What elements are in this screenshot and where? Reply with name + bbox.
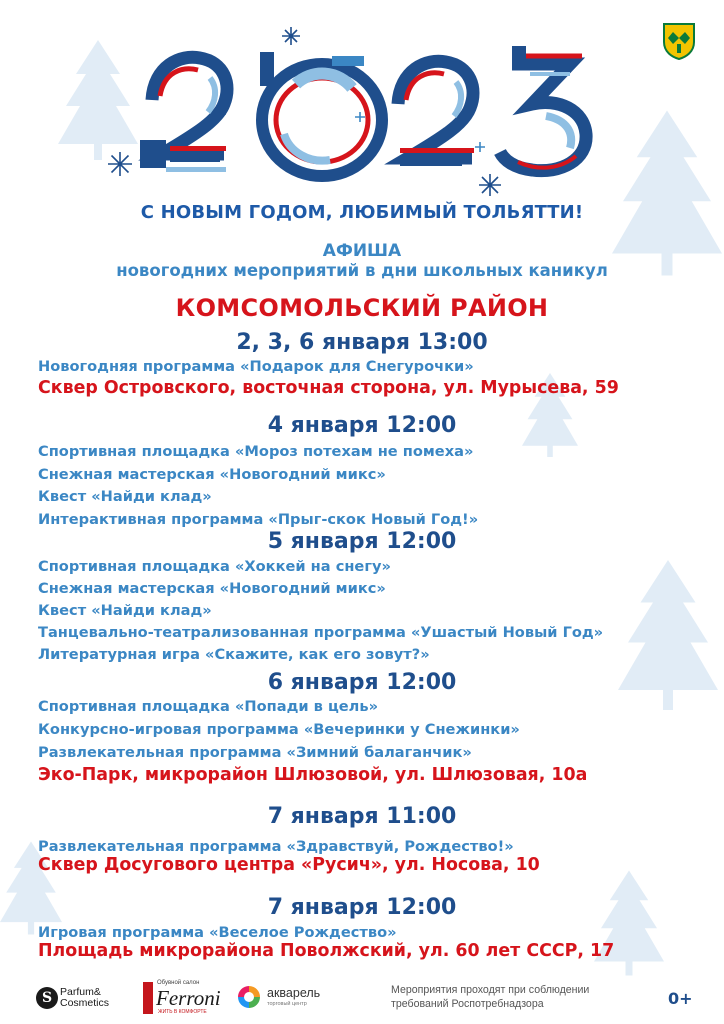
sponsor-name: Ferroni xyxy=(156,986,221,1010)
rospotrebnadzor-notice xyxy=(391,983,589,1011)
event-item: Спортивная площадка «Попади в цель» xyxy=(38,698,379,715)
year-2023-artwork xyxy=(100,22,620,197)
sponsor-tagline: Обувной салон xyxy=(157,980,200,986)
afisha-title: АФИША xyxy=(322,241,402,261)
event-item: Спортивная площадка «Мороз потехам не помеха» xyxy=(38,443,474,460)
sponsor-logo-ferroni xyxy=(143,980,221,1016)
event-item: Снежная мастерская «Новогодний микс» xyxy=(38,580,386,597)
event-item: Спортивная площадка «Хоккей на снегу» xyxy=(38,558,391,575)
parfum-logo-icon: S xyxy=(36,987,58,1009)
date-heading: 2, 3, 6 января 13:00 xyxy=(236,330,488,355)
event-location: Эко-Парк, микрорайон Шлюзовой, ул. Шлюзовая, 10а xyxy=(38,765,588,785)
city-emblem-icon xyxy=(662,22,696,60)
event-item: Квест «Найди клад» xyxy=(38,602,212,619)
notice-line: Мероприятия проходят при соблюдении xyxy=(391,984,590,996)
event-location: Площадь микрорайона Поволжский, ул. 60 лет СССР, 17 xyxy=(38,941,615,961)
date-heading: 6 января 12:00 xyxy=(267,670,457,695)
akvarel-logo-icon xyxy=(236,984,262,1010)
sponsor-name: Cosmetics xyxy=(60,997,110,1009)
district-title: КОМСОМОЛЬСКИЙ РАЙОН xyxy=(175,294,549,322)
afisha-subtitle: новогодних мероприятий в дни школьных каникул xyxy=(116,261,608,280)
date-heading: 7 января 11:00 xyxy=(267,804,457,829)
sponsor-logo-parfum xyxy=(36,984,126,1016)
event-item: Литературная игра «Скажите, как его зовут?» xyxy=(38,646,430,663)
age-rating-badge: 0+ xyxy=(668,989,693,1008)
event-item: Развлекательная программа «Здравствуй, Рождество!» xyxy=(38,838,514,855)
event-item: Танцевально-театрализованная программа «Ушастый Новый Год» xyxy=(38,624,604,641)
ferroni-mark-icon xyxy=(143,982,153,1014)
event-item: Конкурсно-игровая программа «Вечеринки у Снежинки» xyxy=(38,721,520,738)
sponsor-tagline: ЖИТЬ В КОМФОРТЕ xyxy=(158,1009,207,1015)
event-item: Снежная мастерская «Новогодний микс» xyxy=(38,466,386,483)
date-heading: 5 января 12:00 xyxy=(267,529,457,554)
footer xyxy=(0,980,724,1020)
sponsor-name: Parfum& xyxy=(60,986,101,998)
sponsor-tagline: торговый центр xyxy=(267,1001,307,1007)
event-item: Развлекательная программа «Зимний балаганчик» xyxy=(38,744,472,761)
date-heading: 7 января 12:00 xyxy=(267,895,457,920)
event-item: Новогодняя программа «Подарок для Снегурочки» xyxy=(38,358,474,375)
sponsor-name: акварель xyxy=(267,986,321,1000)
sponsor-logo-akvarel xyxy=(236,982,336,1014)
event-item: Квест «Найди клад» xyxy=(38,488,212,505)
date-heading: 4 января 12:00 xyxy=(267,413,457,438)
event-location: Сквер Островского, восточная сторона, ул. Мурысева, 59 xyxy=(38,378,619,398)
greeting-headline: С НОВЫМ ГОДОМ, ЛЮБИМЫЙ ТОЛЬЯТТИ! xyxy=(140,202,584,223)
event-item: Интерактивная программа «Прыг-скок Новый Год!» xyxy=(38,511,479,528)
event-item: Игровая программа «Веселое Рождество» xyxy=(38,924,397,941)
christmas-tree-icon xyxy=(594,868,664,978)
notice-line: требований Роспотребнадзора xyxy=(391,998,544,1010)
event-location: Сквер Досугового центра «Русич», ул. Носова, 10 xyxy=(38,855,540,875)
